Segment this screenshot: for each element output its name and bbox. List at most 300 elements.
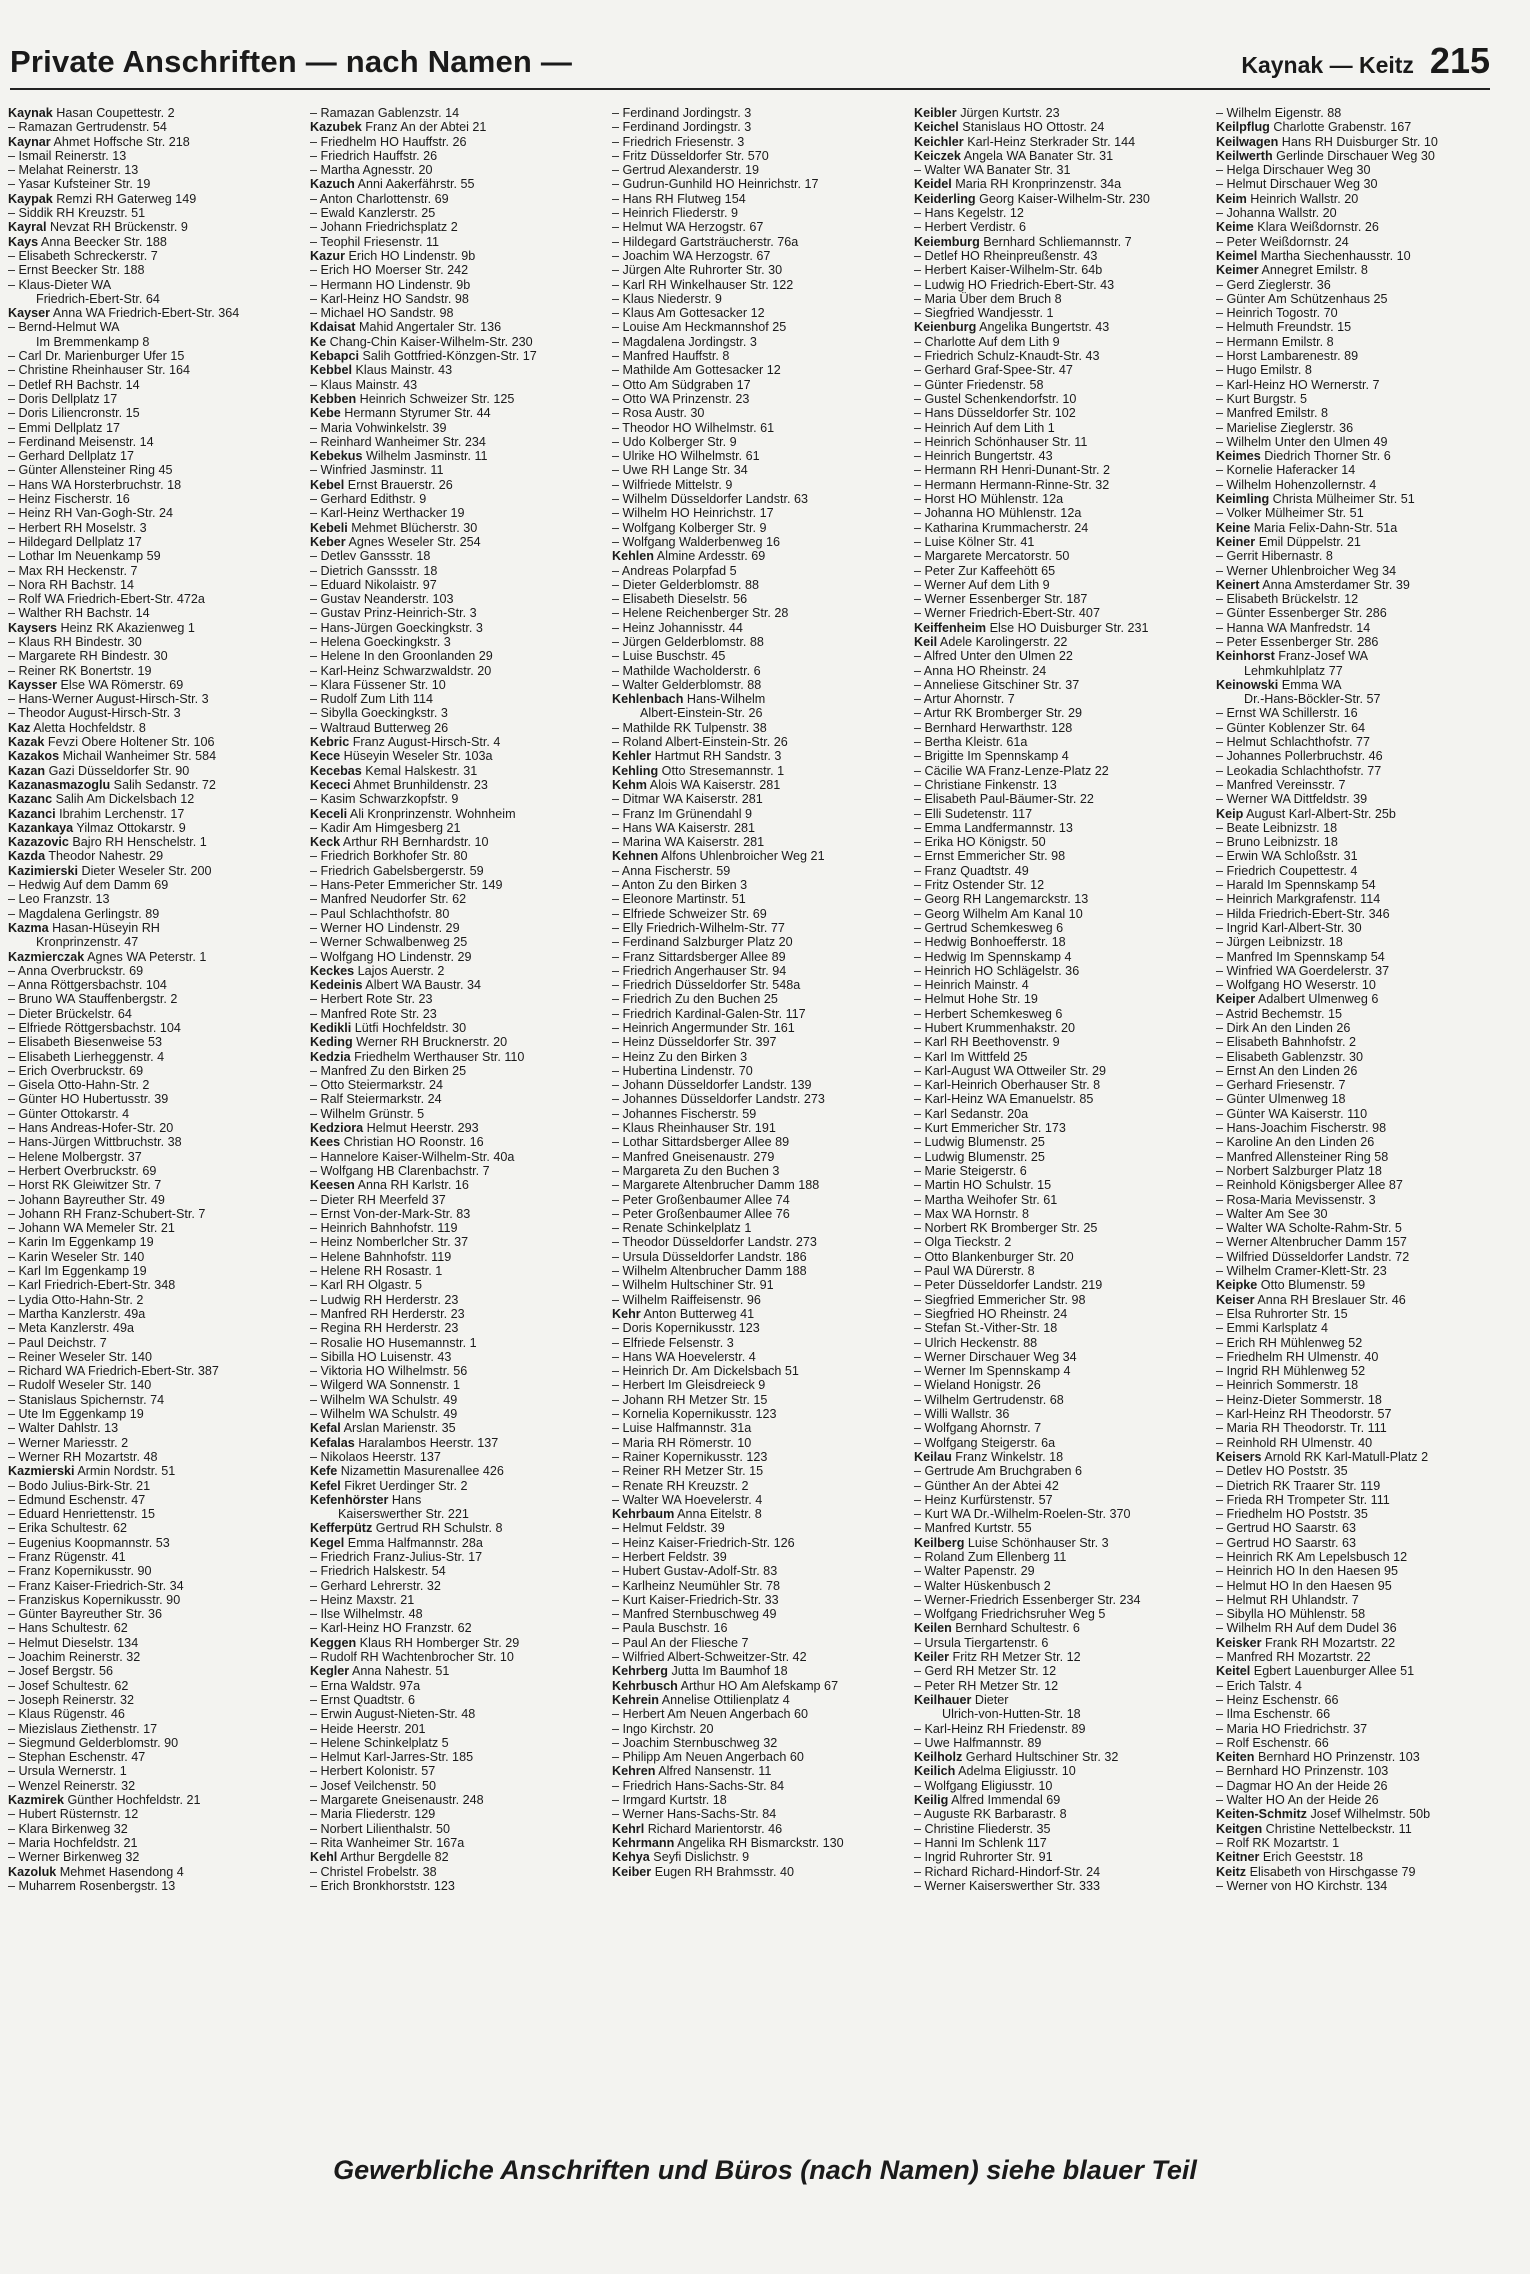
directory-entry xyxy=(310,463,600,477)
entry-details: Arthur RH Bernhardstr. 10 xyxy=(340,835,489,850)
entry-details: Lajos Auerstr. 2 xyxy=(354,963,445,978)
directory-entry xyxy=(914,1493,1204,1507)
entry-details: Hans RH Duisburger Str. 10 xyxy=(1278,134,1438,149)
entry-details: Lütfi Hochfeldstr. 30 xyxy=(351,1021,467,1035)
entry-details: – Hanna WA Manfredstr. 14 xyxy=(1216,620,1371,635)
entry-surname: Kecebas xyxy=(310,763,362,778)
directory-entry xyxy=(914,1393,1204,1407)
directory-entry xyxy=(612,1221,902,1235)
directory-entry xyxy=(1216,392,1504,406)
directory-entry xyxy=(914,950,1204,964)
directory-entry xyxy=(310,1421,600,1435)
entry-details: – Werner Essenberger Str. 187 xyxy=(914,592,1088,607)
directory-entry xyxy=(914,478,1204,492)
directory-entry xyxy=(914,706,1204,720)
directory-entry xyxy=(1216,1536,1504,1550)
entry-details: – Detlev HO Poststr. 35 xyxy=(1216,1464,1348,1479)
entry-details: – Max WA Hornstr. 8 xyxy=(914,1206,1030,1221)
column-2 xyxy=(310,106,600,2124)
directory-entry xyxy=(612,1807,902,1821)
entry-details: – Ute Im Eggenkamp 19 xyxy=(8,1407,144,1422)
directory-entry xyxy=(1216,1178,1504,1192)
entry-details: – Maria Fliederstr. 129 xyxy=(310,1807,436,1822)
directory-entry xyxy=(1216,1793,1504,1807)
entry-surname: Kehlen xyxy=(612,549,654,564)
entry-details: – Rosa-Maria Mevissenstr. 3 xyxy=(1216,1192,1376,1207)
directory-entry xyxy=(914,1278,1204,1292)
entry-details: – Elisabeth Gablenzstr. 30 xyxy=(1216,1049,1364,1064)
entry-surname: Kebekus xyxy=(310,449,363,464)
entry-surname: Kehr xyxy=(612,1306,641,1321)
entry-details: – Renate RH Kreuzstr. 2 xyxy=(612,1478,749,1493)
directory-entry xyxy=(310,1593,600,1607)
directory-entry xyxy=(914,921,1204,935)
entry-details: – Gertrud HO Saarstr. 63 xyxy=(1216,1521,1356,1536)
entry-details: Alfred Immendal 69 xyxy=(948,1793,1061,1808)
entry-details: – Max RH Heckenstr. 7 xyxy=(8,563,138,578)
entry-details: Anna Nahestr. 51 xyxy=(349,1664,450,1679)
directory-entry xyxy=(914,263,1204,277)
directory-entry xyxy=(914,1521,1204,1535)
directory-entry xyxy=(310,1564,600,1578)
directory-entry xyxy=(8,1278,298,1292)
directory-entry xyxy=(612,1150,902,1164)
entry-details: – Ludwig Blumenstr. 25 xyxy=(914,1135,1045,1150)
directory-entry xyxy=(914,1865,1204,1879)
entry-details: – Wilhelm Cramer-Klett-Str. 23 xyxy=(1216,1264,1387,1279)
directory-entry xyxy=(8,1221,298,1235)
entry-details: – Ludwig HO Friedrich-Ebert-Str. 43 xyxy=(914,277,1115,292)
entry-details: – Helmut Schlachthofstr. 77 xyxy=(1216,735,1371,750)
entry-details: – Ferdinand Jordingstr. 3 xyxy=(612,120,752,135)
directory-entry xyxy=(612,921,902,935)
directory-entry xyxy=(914,278,1204,292)
directory-entry xyxy=(8,1078,298,1092)
entry-details: – Detlef HO Rheinpreußenstr. 43 xyxy=(914,248,1098,263)
entry-details: – Kadir Am Himgesberg 21 xyxy=(310,820,461,835)
entry-surname: Kehrbusch xyxy=(612,1678,678,1693)
entry-details: – Jürgen Alte Ruhrorter Str. 30 xyxy=(612,263,783,278)
directory-entry xyxy=(310,664,600,678)
entry-details: – Sibylla Goeckingkstr. 3 xyxy=(310,706,448,721)
entry-details: – Hubert Rüsternstr. 12 xyxy=(8,1807,139,1822)
entry-surname: Keitner xyxy=(1216,1850,1260,1865)
directory-entry xyxy=(310,792,600,806)
entry-details: – Rudolf RH Wachtenbrocher Str. 10 xyxy=(310,1650,514,1665)
directory-entry xyxy=(8,1507,298,1521)
directory-entry xyxy=(914,606,1204,620)
directory-entry xyxy=(1216,564,1504,578)
directory-entry xyxy=(1216,1193,1504,1207)
entry-details: – Marina WA Kaiserstr. 281 xyxy=(612,835,765,850)
directory-entry xyxy=(612,864,902,878)
entry-details: – Hans Kegelstr. 12 xyxy=(914,206,1024,221)
entry-details: Annelise Ottilienplatz 4 xyxy=(658,1692,790,1707)
entry-details: Maria RH Kronprinzenstr. 34a xyxy=(951,177,1122,192)
entry-details: – Erich Talstr. 4 xyxy=(1216,1678,1302,1693)
entry-details: – Wenzel Reinerstr. 32 xyxy=(8,1778,136,1793)
entry-details: – Manfred Rote Str. 23 xyxy=(310,1006,437,1021)
entry-details: – Helene In den Groonlanden 29 xyxy=(310,649,493,664)
directory-entry xyxy=(8,1235,298,1249)
entry-details: – Karl-Heinz WA Emanuelstr. 85 xyxy=(914,1092,1094,1107)
directory-entry xyxy=(914,1364,1204,1378)
directory-entry xyxy=(310,478,600,492)
entry-details: – Erwin WA Schloßstr. 31 xyxy=(1216,849,1358,864)
entry-details: Maria Felix-Dahn-Str. 51a xyxy=(1250,520,1398,535)
entry-details: Hans-Wilhelm xyxy=(683,692,766,707)
entry-details: – Friedrich Gabelsbergerstr. 59 xyxy=(310,863,484,878)
entry-details: – Friedrich Halskestr. 54 xyxy=(310,1564,446,1579)
entry-details: – Heinz Fischerstr. 16 xyxy=(8,492,130,507)
entry-details: Else WA Römerstr. 69 xyxy=(57,677,184,692)
directory-entry xyxy=(1216,206,1504,220)
directory-entry xyxy=(8,1178,298,1192)
entry-details: – Karin Im Eggenkamp 19 xyxy=(8,1235,154,1250)
directory-entry xyxy=(914,664,1204,678)
entry-details: – Elisabeth Lierheggenstr. 4 xyxy=(8,1049,165,1064)
directory-entry xyxy=(8,120,298,134)
entry-details: – Luise Halfmannstr. 31a xyxy=(612,1421,752,1436)
entry-details: Bernhard Schultestr. 6 xyxy=(951,1621,1080,1636)
entry-details: – Karl-Heinz Schwarzwaldstr. 20 xyxy=(310,663,492,678)
entry-surname: Kayser xyxy=(8,306,51,321)
directory-entry xyxy=(612,263,902,277)
directory-entry xyxy=(914,735,1204,749)
directory-entry xyxy=(310,292,600,306)
directory-entry xyxy=(612,749,902,763)
entry-details: Angelika Bungertstr. 43 xyxy=(976,320,1110,335)
entry-details: – Peter Weißdornstr. 24 xyxy=(1216,234,1349,249)
entry-details: – Hans-Peter Emmericher Str. 149 xyxy=(310,878,503,893)
directory-entry xyxy=(8,1421,298,1435)
directory-entry xyxy=(310,1850,600,1864)
directory-entry xyxy=(1216,1493,1504,1507)
entry-details: – Hugo Emilstr. 8 xyxy=(1216,363,1312,378)
directory-entry xyxy=(1216,163,1504,177)
directory-entry xyxy=(1216,778,1504,792)
directory-entry xyxy=(612,621,902,635)
entry-details: – Helena Goeckingkstr. 3 xyxy=(310,634,451,649)
directory-entry xyxy=(8,1307,298,1321)
directory-entry xyxy=(914,292,1204,306)
entry-details: – Winfried WA Goerdelerstr. 37 xyxy=(1216,963,1390,978)
column-1 xyxy=(8,106,298,2124)
directory-entry xyxy=(8,220,298,234)
entry-details: – Wilhelm Hohenzollernstr. 4 xyxy=(1216,477,1377,492)
entry-details: – Helene Bahnhofstr. 119 xyxy=(310,1249,452,1264)
entry-surname: Kazimierski xyxy=(8,863,79,878)
directory-entry xyxy=(310,1378,600,1392)
directory-entry xyxy=(8,1593,298,1607)
directory-entry xyxy=(612,849,902,863)
directory-entry xyxy=(8,535,298,549)
directory-entry xyxy=(612,664,902,678)
directory-entry xyxy=(8,421,298,435)
entry-details: – Johann RH Metzer Str. 15 xyxy=(612,1392,768,1407)
entry-details: – Heinrich Schönhauser Str. 11 xyxy=(914,434,1088,449)
entry-surname: Keil xyxy=(914,634,938,649)
directory-entry xyxy=(1216,1421,1504,1435)
directory-entry xyxy=(8,1493,298,1507)
directory-entry xyxy=(1216,1822,1504,1836)
directory-entry xyxy=(1216,764,1504,778)
entry-details: – Werner von HO Kirchstr. 134 xyxy=(1216,1878,1388,1893)
entry-details: – Bruno Leibnizstr. 18 xyxy=(1216,835,1338,850)
entry-surname: Keiten-Schmitz xyxy=(1216,1807,1307,1822)
directory-entry xyxy=(914,1092,1204,1106)
directory-entry xyxy=(1216,606,1504,620)
entry-details: Franz August-Hirsch-Str. 4 xyxy=(349,735,501,750)
entry-details: – Reinhold RH Ulmenstr. 40 xyxy=(1216,1435,1373,1450)
entry-details: – Herbert Kaiser-Wilhelm-Str. 64b xyxy=(914,263,1103,278)
entry-details: – Otto Blankenburger Str. 20 xyxy=(914,1249,1074,1264)
directory-entry xyxy=(1216,1393,1504,1407)
entry-surname: Keip xyxy=(1216,806,1244,821)
directory-entry xyxy=(1216,263,1504,277)
directory-entry xyxy=(8,463,298,477)
directory-entry xyxy=(1216,292,1504,306)
directory-entry xyxy=(612,1164,902,1178)
entry-surname: Keienburg xyxy=(914,320,977,335)
directory-entry xyxy=(310,1707,600,1721)
entry-details: – Richard WA Friedrich-Ebert-Str. 387 xyxy=(8,1364,219,1379)
entry-surname: Keimes xyxy=(1216,449,1261,464)
entry-details: – Helmut Feldstr. 39 xyxy=(612,1521,725,1536)
directory-entry xyxy=(612,1092,902,1106)
entry-continuation: Im Bremmenkamp 8 xyxy=(36,334,150,349)
directory-entry xyxy=(914,764,1204,778)
directory-entry xyxy=(8,363,298,377)
entry-surname: Keibler xyxy=(914,106,957,120)
directory-entry xyxy=(310,1550,600,1564)
directory-entry xyxy=(1216,1407,1504,1421)
directory-entry xyxy=(310,1107,600,1121)
entry-details: – Ferdinand Jordingstr. 3 xyxy=(612,106,752,120)
entry-details: – Hannelore Kaiser-Wilhelm-Str. 40a xyxy=(310,1149,515,1164)
directory-entry xyxy=(8,978,298,992)
directory-entry xyxy=(8,706,298,720)
directory-entry xyxy=(914,1350,1204,1364)
entry-details: Agnes WA Peterstr. 1 xyxy=(84,949,207,964)
entry-details: Heinrich Wallstr. 20 xyxy=(1246,191,1359,206)
directory-entry xyxy=(1216,721,1504,735)
directory-entry xyxy=(914,1650,1204,1664)
directory-entry xyxy=(914,1779,1204,1793)
entry-details: – Reiner RK Bonertstr. 19 xyxy=(8,663,152,678)
entry-surname: Keinowski xyxy=(1216,677,1279,692)
entry-details: – Heinrich Bahnhofstr. 119 xyxy=(310,1221,458,1236)
entry-details: – Rudolf Weseler Str. 140 xyxy=(8,1378,152,1393)
entry-details: – Louise Am Heckmannshof 25 xyxy=(612,320,787,335)
directory-entry xyxy=(612,449,902,463)
directory-entry xyxy=(1216,278,1504,292)
directory-entry xyxy=(8,478,298,492)
entry-details: – Stefan St.-Vither-Str. 18 xyxy=(914,1321,1058,1336)
entry-details: – Johann Bayreuther Str. 49 xyxy=(8,1192,165,1207)
directory-entry xyxy=(612,392,902,406)
entry-details: – Helmut WA Herzogstr. 67 xyxy=(612,220,764,235)
entry-details: – Friedhelm HO Hauffstr. 26 xyxy=(310,134,467,149)
directory-entry xyxy=(8,721,298,735)
entry-details: Emma WA xyxy=(1278,677,1342,692)
entry-surname: Keichler xyxy=(914,134,964,149)
entry-details: – Wilhelm WA Schulstr. 49 xyxy=(310,1407,458,1422)
directory-entry xyxy=(914,135,1204,149)
entry-details: – Charlotte Auf dem Lith 9 xyxy=(914,334,1060,349)
entry-details: – Marie Steigerstr. 6 xyxy=(914,1163,1027,1178)
entry-details: – Klaus Niederstr. 9 xyxy=(612,291,722,306)
directory-entry xyxy=(310,1193,600,1207)
directory-entry xyxy=(310,392,600,406)
directory-entry xyxy=(914,1836,1204,1850)
entry-details: – Anneliese Gitschiner Str. 37 xyxy=(914,677,1080,692)
directory-entry xyxy=(914,1378,1204,1392)
entry-details: Adele Karolingerstr. 22 xyxy=(937,634,1068,649)
entry-details: – Helmut HO In den Haesen 95 xyxy=(1216,1578,1392,1593)
directory-entry xyxy=(612,1321,902,1335)
directory-entry xyxy=(1216,421,1504,435)
directory-entry xyxy=(612,1436,902,1450)
entry-details: – Heinrich Markgrafenstr. 114 xyxy=(1216,892,1381,907)
directory-entry xyxy=(914,621,1204,635)
entry-details: – Hans Schultestr. 62 xyxy=(8,1621,128,1636)
directory-entry xyxy=(1216,749,1504,763)
entry-details: – Mathilde Am Gottesacker 12 xyxy=(612,363,781,378)
entry-details: – Gerhard Dellplatz 17 xyxy=(8,449,135,464)
entry-details: – Wolfgang HO Lindenstr. 29 xyxy=(310,949,472,964)
entry-details: – Johanna HO Mühlenstr. 12a xyxy=(914,506,1082,521)
entry-details: Stanislaus HO Ottostr. 24 xyxy=(958,120,1105,135)
directory-entry xyxy=(612,135,902,149)
entry-details: – Franz Quadtstr. 49 xyxy=(914,863,1029,878)
directory-entry xyxy=(1216,992,1504,1006)
entry-details: – Gerrit Hibernastr. 8 xyxy=(1216,549,1333,564)
entry-details: – Paul An der Fliesche 7 xyxy=(612,1635,749,1650)
directory-entry xyxy=(310,1436,600,1450)
directory-entry xyxy=(612,1421,902,1435)
directory-entry xyxy=(8,135,298,149)
entry-details: – Elsa Ruhrorter Str. 15 xyxy=(1216,1306,1348,1321)
entry-details: – Ludwig Blumenstr. 25 xyxy=(914,1149,1045,1164)
directory-entry xyxy=(612,249,902,263)
directory-entry xyxy=(310,535,600,549)
directory-entry xyxy=(612,1207,902,1221)
entry-details: Heinrich Schweizer Str. 125 xyxy=(356,391,515,406)
entry-surname: Keiczek xyxy=(914,148,961,163)
entry-continuation: Friedrich-Ebert-Str. 64 xyxy=(36,291,160,306)
directory-entry xyxy=(8,1293,298,1307)
directory-entry xyxy=(914,1536,1204,1550)
entry-details: – Erwin August-Nieten-Str. 48 xyxy=(310,1707,476,1722)
entry-details: – Rudolf Zum Lith 114 xyxy=(310,692,433,707)
entry-details: – Werner Schwalbenweg 25 xyxy=(310,935,468,950)
entry-details: – Fritz Ostender Str. 12 xyxy=(914,878,1045,893)
directory-entry xyxy=(914,592,1204,606)
directory-entry xyxy=(1216,1579,1504,1593)
directory-entry xyxy=(612,992,902,1006)
page-number: 215 xyxy=(1429,40,1490,81)
entry-details: Ernst Brauerstr. 26 xyxy=(344,477,453,492)
entry-details: – Werner Kaiserswerther Str. 333 xyxy=(914,1878,1100,1893)
entry-details: – Roland Zum Ellenberg 11 xyxy=(914,1549,1067,1564)
entry-details: – Manfred Vereinsstr. 7 xyxy=(1216,777,1346,792)
directory-entry xyxy=(612,120,902,134)
entry-details: – Friedrich Hauffstr. 26 xyxy=(310,148,438,163)
entry-surname: Kehnen xyxy=(612,849,659,864)
entry-details: – Walther RH Bachstr. 14 xyxy=(8,606,150,621)
directory-entry xyxy=(914,449,1204,463)
directory-entry xyxy=(1216,1035,1504,1049)
entry-surname: Kegel xyxy=(310,1535,345,1550)
entry-details: – Manfred RH Mozartstr. 22 xyxy=(1216,1650,1371,1665)
entry-details: – Karl-Heinz HO Wernerstr. 7 xyxy=(1216,377,1380,392)
directory-entry xyxy=(8,163,298,177)
entry-details: – Karl-Heinz RH Friedenstr. 89 xyxy=(914,1721,1086,1736)
entry-details: Luise Schönhauser Str. 3 xyxy=(964,1535,1109,1550)
directory-entry xyxy=(1216,1235,1504,1249)
directory-entry xyxy=(8,764,298,778)
directory-entry xyxy=(1216,506,1504,520)
directory-entry xyxy=(310,1321,600,1335)
entry-details: Aletta Hochfeldstr. 8 xyxy=(30,720,146,735)
entry-details: – Johann Friedrichsplatz 2 xyxy=(310,220,458,235)
directory-entry xyxy=(914,363,1204,377)
directory-entry xyxy=(310,1736,600,1750)
entry-details: – Wilhelm WA Schulstr. 49 xyxy=(310,1392,458,1407)
entry-details: Klaus RH Homberger Str. 29 xyxy=(356,1635,520,1650)
entry-surname: Keitel xyxy=(1216,1664,1251,1679)
entry-details: – Anton Zu den Birken 3 xyxy=(612,878,748,893)
directory-entry xyxy=(1216,1479,1504,1493)
directory-entry xyxy=(612,235,902,249)
entry-details: – Elli Sudetenstr. 117 xyxy=(914,806,1033,821)
page-title: Private Anschriften — nach Namen — xyxy=(10,44,573,79)
entry-details: – Karl Im Wittfeld 25 xyxy=(914,1049,1028,1064)
directory-entry xyxy=(310,1050,600,1064)
entry-details: – Ulrike HO Wilhelmstr. 61 xyxy=(612,449,760,464)
entry-details: – Herbert Am Neuen Angerbach 60 xyxy=(612,1707,809,1722)
entry-details: – Klaus Rügenstr. 46 xyxy=(8,1707,125,1722)
directory-entry xyxy=(310,1836,600,1850)
entry-details: – Heinz Kaiser-Friedrich-Str. 126 xyxy=(612,1535,795,1550)
directory-entry xyxy=(8,1021,298,1035)
entry-details: Agnes Weseler Str. 254 xyxy=(345,534,481,549)
directory-entry xyxy=(1216,249,1504,263)
directory-entry xyxy=(8,1764,298,1778)
directory-entry xyxy=(310,335,600,349)
directory-entry xyxy=(310,549,600,563)
directory-entry xyxy=(914,492,1204,506)
entry-details: – Harald Im Spennskamp 54 xyxy=(1216,878,1376,893)
entry-details: – Herbert Schemkesweg 6 xyxy=(914,1006,1063,1021)
directory-entry xyxy=(8,335,298,349)
directory-entry xyxy=(1216,1564,1504,1578)
directory-entry xyxy=(914,792,1204,806)
directory-entry xyxy=(612,1464,902,1478)
entry-details: – Johannes Pollerbruchstr. 46 xyxy=(1216,749,1383,764)
directory-entry xyxy=(612,1350,902,1364)
entry-details: – Otto Am Südgraben 17 xyxy=(612,377,751,392)
entry-details: – Hedwig Bonhoefferstr. 18 xyxy=(914,935,1066,950)
directory-entry xyxy=(914,1722,1204,1736)
entry-details: – Hildegard Gartsträucherstr. 76a xyxy=(612,234,799,249)
entry-details: – Joachim Sternbuschweg 32 xyxy=(612,1735,778,1750)
entry-details: – Werner Hans-Sachs-Str. 84 xyxy=(612,1807,777,1822)
entry-details: – Heinz RH Van-Gogh-Str. 24 xyxy=(8,506,173,521)
entry-surname: Keilwagen xyxy=(1216,134,1279,149)
directory-entry xyxy=(612,1278,902,1292)
